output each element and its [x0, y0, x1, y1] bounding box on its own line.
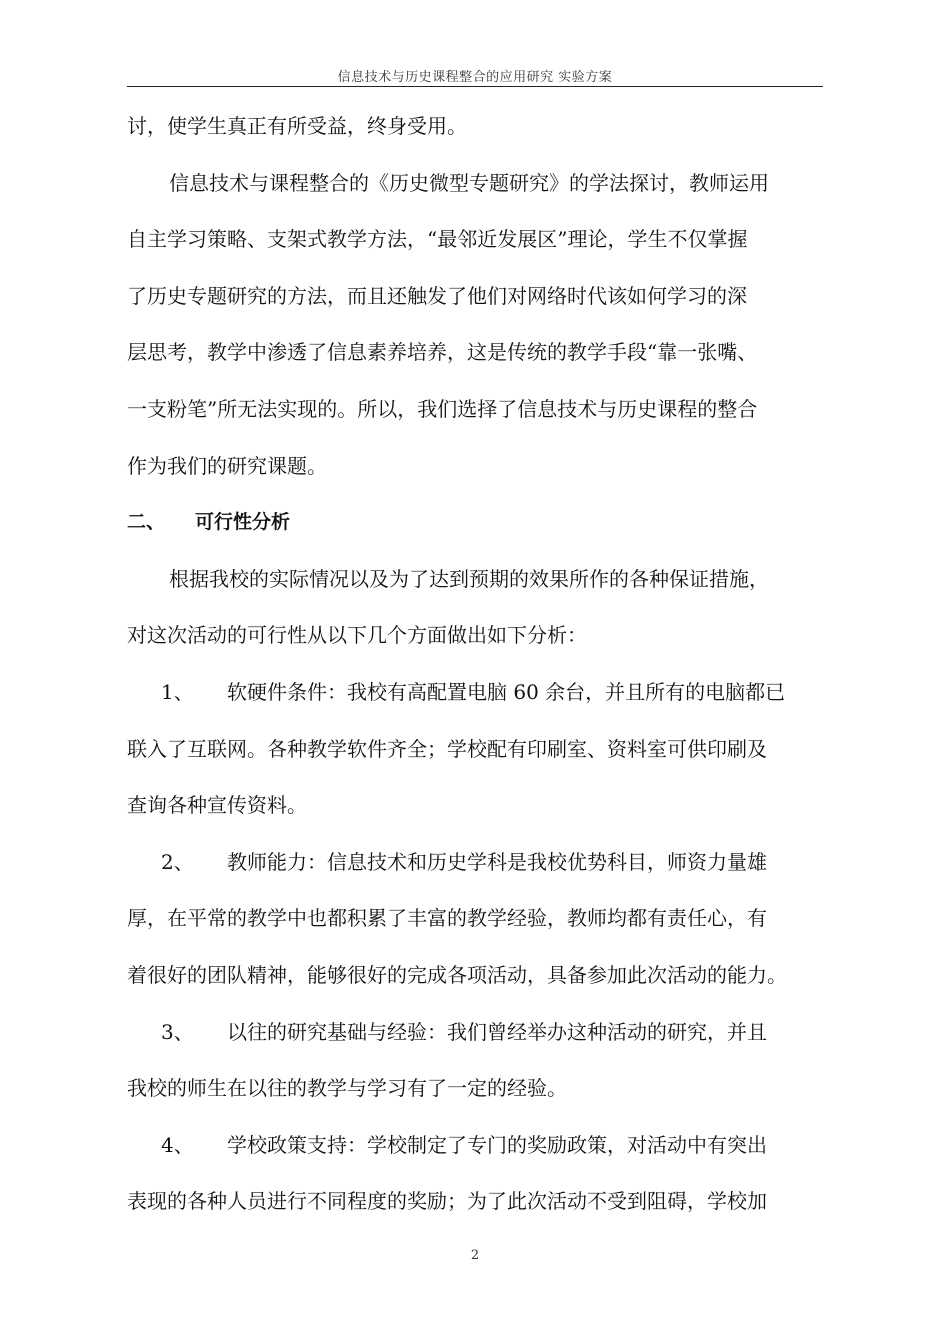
text-line: 对这次活动的可行性从以下几个方面做出如下分析： [127, 623, 587, 648]
document-body [127, 98, 823, 1230]
text-line: 学校政策支持：学校制定了专门的奖励政策，对活动中有突出 [227, 1132, 767, 1157]
text-line: 着很好的团队精神，能够很好的完成各项活动，具备参加此次活动的能力。 [127, 962, 787, 987]
text-line: 作为我们的研究课题。 [127, 453, 327, 478]
text-line: 以往的研究基础与经验：我们曾经举办这种活动的研究，并且 [227, 1019, 767, 1044]
text-line: 查询各种宣传资料。 [127, 793, 307, 818]
list-number: 3、 [161, 1019, 194, 1044]
list-item-4 [127, 1117, 823, 1174]
list-item-1 [127, 664, 823, 721]
text-line: 联入了互联网。各种教学软件齐全；学校配有印刷室、资料室可供印刷及 [127, 736, 767, 761]
text-line: 信息技术与课程整合的《历史微型专题研究》的学法探讨，教师运用 [169, 170, 769, 195]
page-header-title: 信息技术与历史课程整合的应用研究 实验方案 [337, 70, 613, 85]
list-number: 4、 [161, 1132, 194, 1157]
text-line: 厚，在平常的教学中也都积累了丰富的教学经验，教师均都有责任心，有 [127, 906, 767, 931]
list-number: 1、 [161, 679, 194, 704]
section-heading-text: 可行性分析 [195, 511, 291, 534]
list-number: 2、 [161, 849, 194, 874]
section-heading [127, 494, 823, 551]
text-line: 一支粉笔”所无法实现的。所以，我们选择了信息技术与历史课程的整合 [127, 396, 758, 421]
list-item-3 [127, 1004, 823, 1061]
text-line: 了历史专题研究的方法，而且还触发了他们对网络时代该如何学习的深 [127, 283, 747, 308]
text-line: 自主学习策略、支架式教学方法，“最邻近发展区”理论，学生不仅掌握 [127, 227, 748, 252]
text-line: 表现的各种人员进行不同程度的奖励；为了此次活动不受到阻碍，学校加 [127, 1189, 767, 1214]
text-line: 讨，使学生真正有所受益，终身受用。 [127, 114, 467, 138]
list-item-2 [127, 834, 823, 891]
text-line: 我校的师生在以往的教学与学习有了一定的经验。 [127, 1076, 567, 1101]
text-line: 教师能力：信息技术和历史学科是我校优势科目，师资力量雄 [227, 849, 767, 874]
page-number: 2 [470, 1248, 480, 1263]
text-line: 软硬件条件：我校有高配置电脑 60 余台，并且所有的电脑都已 [227, 679, 786, 704]
section-heading-number: 二、 [127, 511, 166, 534]
header-rule [127, 86, 823, 87]
text-line: 根据我校的实际情况以及为了达到预期的效果所作的各种保证措施， [169, 566, 769, 591]
text-line: 层思考，教学中渗透了信息素养培养，这是传统的教学手段“靠一张嘴、 [127, 340, 758, 365]
